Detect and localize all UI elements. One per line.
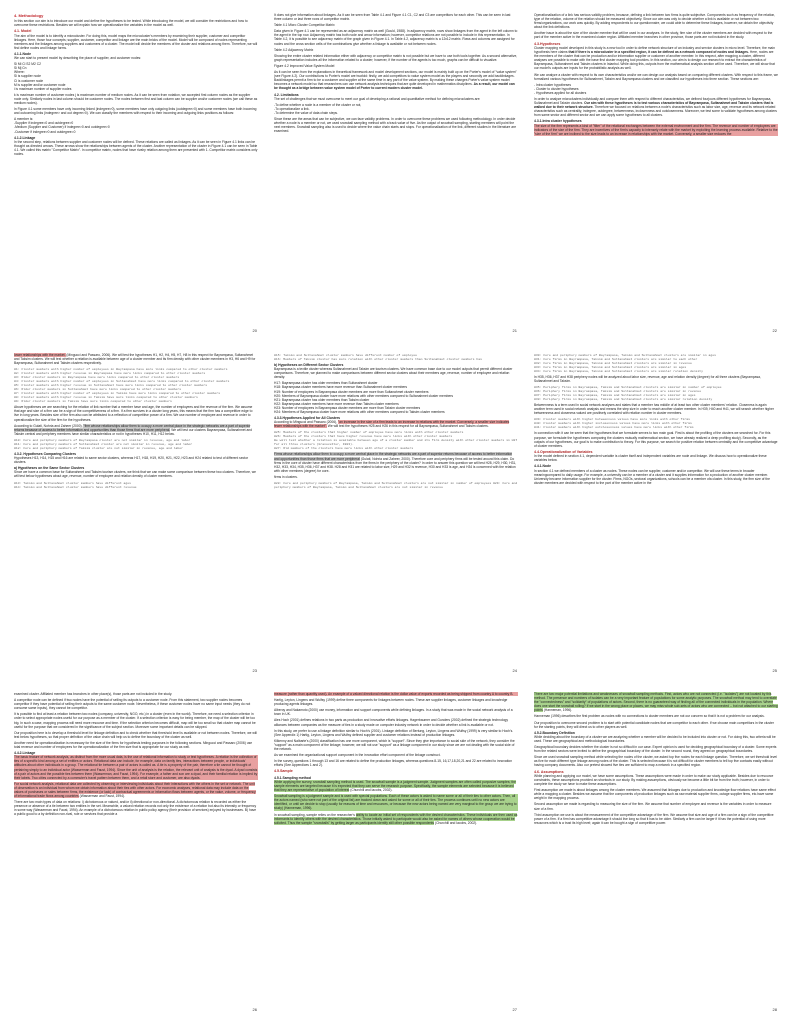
paragraph: Hartig, Leyton, Lingens and Wulfsy (1999) define three components for linkages between nodes. These are supplier linkages, customer linkages and knowledge producing agents linkages.: [274, 698, 508, 707]
page-27: [267, 684, 525, 1018]
subsection-heading: 4.2. Limitations: [274, 92, 299, 97]
challenge-list: -To define whether a node is a member of the cluster or not, -To operationalize a link. -To determine the value of data chain steps.: [274, 102, 362, 115]
paragraph: Kilkenny and Nalbarte's (2000) classification has one more component, which is "support". Since they give importance to social side of the network, they consider the "support" as a main component of the linkage; however, we will not use "support" as a linkage component in our study since we are not dealing with the social side of the network.: [274, 738, 515, 752]
paragraph: Betweenness is a term used in social network analyses and states that a member has middle of at least two other cluster members' relation. Closeness is again another term used in social network analysis and means the step size in order to reach another cluster member. In H39, H40 and H41, we will search whether higher betweenness and closeness valued are positively correlated with relation number in cluster members.: [534, 403, 774, 416]
page-number: 21: [512, 327, 517, 333]
page-content: [534, 353, 778, 663]
paragraph: Alberoy and Nakamoto (2000) use money, information and support components while defining linkages. In a study that was made in the social network analysis of a town in UK.: [274, 708, 513, 717]
paragraph: Our proposition to overcome second problem is to start with potential candidate nodes that are competitor to each other. If we choose main competitors in the cluster for the starting points, they will direct us to other players as well.: [534, 720, 774, 729]
paragraph: Firms whose relationships allow them to occupy a more central place in the strategic networks are a part of superior returns because of access to better information and opportunities than those firms that are more peripheral (Gulati, Nohria and Zaheer, 2000). Therefore core and periphery firms will be tested around this claim. Do firms in the core of cluster have different characteristics from the firms in the periphery of the cluster? In order to answer this question we will test H28, H29, H30, H31, H32, H33, H34, H35, H36, H37 and H38. H28 and H31 are related to labor size, H29 and H32 is revenue, H30 and H33 is age, and H34 is concerned with the relation with other members (degree) for core-: [274, 452, 517, 473]
page-number: 28: [772, 1006, 777, 1012]
paragraph: In the model defined in section 4.1, dependent variable is cluster itself and independent variables are node and linkage. We discuss how to operationalize these variables below.: [534, 454, 767, 463]
hypotheses-list: H1: Cluster members with higher number of employees in Bayrampasa have more links compared to other cluster members H2: Cluster members with higher revenue in Bayrampasa have more links compared to other cluster members H3: Older cluster members in Bayrampasa have more links compared to other cluster members H4: Cluster members with higher number of employees in Sultanahmet have more links compared to other cluster members H5: Cluster members with higher revenue in Sultanahmet have more links compared to other cluster members H6: Older cluster members in Sultanahmet have more links compared to other cluster members H7: Cluster members with higher number of employees in Taksim have more links compared to other cluster members H8: Cluster members with higher revenue in Taksim have more links compared to other cluster members H9: Older cluster members in Taksim have more links compared to other cluster members: [14, 367, 230, 404]
paragraph: While planning and applying our model, we have some assumptions. These assumptions were made in order to make our study applicable. Besides due to resource constraints, these assumptions provided an shortcuts in our study. By making assumptions, obviously we became a little bit far from the truth; however, in order to complete the study we have to make these assumptions.: [534, 773, 774, 787]
paragraph: In snowball sampling, sample relies on the researcher's ability to locate an initial set of respondents with the desired characteristics. These individuals are then used as informants to identify others with the desired characteristics. Those initially asked to participate would also be asked for names of others whose cooperation would be solicited. Thus the sample "snowballs" by getting larger as participants identify still other possible respondents (Churchill and Iacobs, 2002).: [274, 812, 518, 825]
paragraph: Second assumption we made is regarding to measuring the size of the firm. We assume that number of employee and revenue is the variables in order to measure size of a firm.: [534, 802, 772, 811]
paragraph: We can start to present model by describing the place of supplier, and customer nodes:: [14, 56, 142, 61]
page-content: [14, 692, 258, 1002]
paragraph: Ales Hoch (2001) defines relations in two parts as production and innovative efforts linkages. Hagerbaumer and Gunders (2002) defined the strategic technology alliances between companies as the measure of ties in a study made on computer industry network in order to decide whether a link is available or not.: [274, 718, 508, 727]
paragraph: In order to analyze microclusters individually and compare them with respect to different characteristics, we defined fourjours different hypotheses for Bayrampasa, Sultanahmet and Taksim clusters. Our aim with these hypotheses is to test various characteristics of Bayrampasa, Sultanahmet and Taksim clusters that is walked due to their network structure. Therefore we focused on relations between a node's characteristics such as labor size, age, revenue and its network related characteristics such as centrality, indegree, outdegree, betweenness, inclosenness and outclosenness. Moreover, we test some to validate hypotheses among clusters from same sector and different sector and we can apply some hypotheses to all clusters.: [534, 97, 777, 118]
page-content: [534, 692, 778, 1002]
paragraph: Hanneman (1996) describes the first problem as nodes with no connections to cluster members are not our concern so that it is not a problem for our analysis.: [534, 714, 765, 719]
hypotheses-list: H13: Taksim and Sultanahmet cluster members have different ages H14: Taksim and Sultanahmet cluster members have different revenue: [14, 480, 137, 489]
subsubsection-heading: 4.3.1.Intra cluster hypotheses: [534, 119, 582, 124]
hypotheses-sections-list: - Intra cluster hypotheses - Cluster to cluster hypotheses - Hypotheses applied for all clusters: [534, 82, 587, 95]
paragraph: While applying the survey, snowball sampling method is used. The snowball sample is a judgment sample. Judgment samples are often called purposive samples; the sample elements are targeted because it is expected that they can serve the research purpose. Specifically, the sample elements are selected because it is believed that they are representative of population of interest (Churchill and Iacobs, 2002).: [274, 779, 516, 793]
paragraph: According to Mingucci and Passaro (2006), "an increase in the size of a firm leads to an increase in relations with the market. Conversely, a smaller size indicates fewer relationships with the market". We will test the hypotheses H25 and H26 in this respect for all Bayrampasa, Sultanahmet and Taksim clusters.: [274, 420, 510, 429]
paragraph: Another need for operationalization is necessary for the size of the firms for hypothesis testing purposes in the following sections. Mingucci and Passaro (2006) use total revenue and number of employees for the operationalization of the firm size that is appropriate for our study as well.: [14, 740, 253, 750]
page-number: 22: [772, 327, 777, 333]
hypotheses-list: H39: Cluster members with higher betweenness values have more links with other firms H40: Cluster members with higher inclosenness values have more links with other firms H41: Cluster members with higher outclosenness values have more links with other firms: [534, 417, 694, 430]
paragraph: There are two main types of data on relations: i) dichotomous or valued, and/or ii) directional or non-directional. A dichotomous relation is recorded as either the presence or absence of a tie between two entities in the set. Meanwhile, a valued relation records not only the existence of a relation but also its intensity or frequency in some way (Wasserman and Faust, 1994). An example of a dichotomous relation in public policy agency (their provision of services) enjoyed by businesses. B) have a public good to a by definition non-rival, rule or services that provide a: [14, 800, 257, 817]
paragraph: According to Gulati, Nohria and Zaheer (2000), "firm whose relationships allow them to occupy a more central place in the strategic networks are a part of superior returns because of access to better information and opportunities than those firms that are more peripheral. We will test our clusters Bayrampasa, Sultanahmet and Taksim central and periphery members have similar characteristics or not in hypotheses H10, H11, H12 below.: [14, 423, 252, 436]
paragraph: As we examined the organizational support component in the innovation effort component of the linkage construct.: [274, 753, 441, 758]
paragraph: While deciding about the boundary of a cluster we are analyzing whether a member will be decided to be included into cluster or not. For doing this, two criteria will be used. These are geographical and methodological boundaries.: [534, 734, 776, 743]
paragraph: examined cluster. Affiliated member has branches in other place(s), those parts are not included in the study.: [14, 692, 173, 696]
page-number: 27: [512, 1006, 517, 1012]
page-number: 26: [252, 1006, 257, 1012]
paragraph: The set of challenges that we must overcome to meet our goal of developing a rational and quantitative method for defining microclusters are:: [274, 96, 481, 101]
paragraph: As it can be seen from the explanations in theoretical framework and model development sections, our model is mainly built up on the Porter's model of "value system" (see Figure 4.2). Our contributions to Porter's model are twofold: firstly, we add competitors to value system model as the players and secondly we add backlinkages. Backlinkages permit a firm to be a customer and supplier at the same time in any part of the value system. By making these changes Porter's value system model becomes a network model so that researchers can use network analysis techniques that are quite developed in mathematics disciplines. As a result, our model can be thought as a bridge between value system model of Porter to current modern cluster model.: [274, 70, 517, 91]
page-content: [14, 353, 258, 663]
page-28: [527, 684, 785, 1018]
page-content: [274, 13, 518, 323]
page-25: [527, 345, 785, 679]
paragraph: In section 4.1 we defined members of a cluster as nodes. These nodes can be supplier, customer and/or competitor. We will use these terms in broader meaningcompared to daily usage. For example, a university can be a member of a cluster and it supplies information for a production of another cluster member. University become information supplier for the cluster. Firms, NGOs, sectoral organizations, schools can be a member ofa cluster. In this study, the firm size of the cluster members are decided with respect to the part of the member active in the: [534, 468, 770, 485]
subsubsection-heading: 4.4.2.Linkage: [14, 751, 36, 756]
paragraph: A competitor node can be defined if two nodes have the potential of selling its outputs to a customer node. From this statement, two supplier nodes becomes competitor if they have potential of selling their outputs to the same customer node. Nevertheless, if these customer nodes have no same input needs (they do not consume same inputs), they cannot be competitor.: [14, 698, 251, 711]
hypotheses-list: H25: Members of the clusters that higher number of employee have more links with other cluster members H26: Members of the clusters that have higher revenue have more links with other cluster members We will test whether a relation is available between age of a cluster member and its firm density with other cluster members in H27 for all three clusters (Granovetter, 1983). H27: Old members of the clusters have more links with other cluster members: [274, 430, 518, 451]
paragraph: Hypotheses H13, H14, H15 and H16 are related to same sector clusters, whereas H17, H18, H19, H20, H21, H22, H23 and H24 related to test of different sector clusters.: [14, 456, 249, 465]
subsection-heading: 4.5.Sample: [274, 769, 293, 774]
subsubsection-heading: 4.1.2.Linkage: [14, 135, 36, 140]
subsection-heading: 4.6. Assumptions: [534, 769, 564, 774]
subsubsection-heading: 4.5.1.Sampling method: [274, 775, 311, 780]
table-caption: Table 4.1 Micro Cluster Competitor Matrix: [274, 23, 335, 28]
highlighted-passage: The size of the firm represents a kind of "filter" of the relational exchanges between the external environment and the firm. The revenue and number of employees are indicators of the size of the firm. They are incentives of the firm's capacity to intensely relate with the market by exploiting the learning process available. Relative to the "size of the firm" we are inclined to the size leads to an increase in relationships with the market. Conversely, a smaller size reduces the: [534, 123, 778, 136]
page-23: [7, 345, 265, 679]
page-26: [7, 684, 265, 1018]
paragraph: Another issue is about the size of the cluster member that will be used in our analyses. In the study, firm size of the cluster members are decided with respect to the part of the member active in the examined cluster region. Affiliated member branches in other province, those parts are not included in the study.: [534, 31, 773, 40]
paragraph: In Figure 4.1 some members have only incoming linked (indegree>0), some members have only outgoing links (outdegree>0) and some members have both incoming and outcoming links (indegree> and out degree>0). We can classify the members with respect to their incoming and outgoing links positions as follows:: [14, 107, 257, 116]
subsubsection-heading: b) Hypotheses on Different Sector Clusters: [274, 363, 344, 367]
paragraph: In this section our aim is to introduce our model and define the hypotheses to be tested. While introducing the model, we will consider the restrictions and how to overcome these restrictions. Besides we will explain how we operationalize the variables in the model as well.: [14, 19, 248, 28]
hypotheses-list: H15: Taksim and Sultanahmet cluster members have different number of employee H16: Members of Taksim cluster has more relation with other cluster members than Sultanahmet cluster members has: [274, 353, 482, 361]
paragraph: Since we used snowball sampling method while selecting the nodes of the cluster, we asked top five nodes for each linkage question. Therefore, we set threshold level as five for each different type linkage among nodes of the cluster. This is selected because it is not difficult for cluster members to tell top five contacts easily without having company documents. Also our pretest showed five ties are sufficient to map a network in a specified region.: [534, 755, 777, 768]
table-caption: Table 4.2 Adjacency Matrix: [274, 47, 314, 52]
paragraph: Since we have a common base for Sultanahmet and Taksim tourism clusters, we think that we can make some comparison between these two clusters. Therefore, we will test below hypotheses about age, revenue, number of employee and relation density of cluster members.: [14, 470, 256, 479]
page-content: [534, 13, 778, 323]
hypotheses-list: H30: Core and periphery members of Bayrampasa, Taksim and Sultanahmet clusters are similar in ages H31: Core firms in Bayrampasa, Taksim and Sultanahmet clusters are similar to each other H32: Core firms in Bayrampasa, Taksim and Sultanahmet clusters are similar in revenue H33: Core firms in Bayrampasa, Taksim and Sultanahmet clusters are similar in ages H34: Core firms in Bayrampasa, Taksim and Sultanahmet clusters are similar relation density: [534, 353, 716, 373]
paragraph: There are two major potential limitations and weaknesses of snowball sampling methods. First, actors who are not connected (i.e. "isolates") are not located by this method. The presence and numbers of isolates can be a very important feature of populations for some analytic purposes. The snowball method may tend to overstate the "connectedness" and "solidarity" of populations of actors. Second, there is no guaranteed way of finding all of the connected individuals in the population. Where does one start the snowball rolling? If we start in the wrong place or places, we may miss whole sub-sets of actors who are connected -- but not attached to our starting points (Hanneman, 1996).: [534, 692, 778, 713]
paragraph: Third assumption we use is about the measurement of the competitive advantage of the firm. We assume that size and age of a firm can be a sign of the competitive power of a firm. If a firm has competitive advantage it should live long so that it has to be older. Similarly a firm can be larger if it has the potential of using more resources which is a trust its high level; again it can be bought a sign of competitive power.: [534, 812, 774, 825]
paragraph: Operationalization of a link has serious validity problem, because, defining a link between two firms is quite subjective. Components such as frequency of the relation, type of the relation, volume of the relation should be measured objectively. Since our aim was only to decide whether a link is available or not between two firms/organizations, our work was quickly. By adding respondents to our questionnaire, we could able to determine these linkages, however, we obtain the objectivity about the link definitions.: [534, 13, 776, 30]
paragraph: We can analyze a cluster with respect to its own characteristics and/or we can design our analysis based on comparing different clusters. With respect to this frame, we formalized various hypotheses for Sultanahmet, Taksim and Bayrampasa clusters and we classified our hypotheses into three section. These sections are:: [534, 72, 778, 81]
page-number: 20: [252, 327, 257, 333]
paragraph: Above hypotheses we are searching for the relation of link number that a member have and age, the number of employees and the revenue of the firm. We assume that age and size of a firm can be a sign of the competitiveness of a firm. If a firm survives in a cluster long years, this means that the firm has a competitive edge to live in long years. Besides size of the firm also can be attributed to a reflection of competitive power of a firm. We use number of employee and revenue in order to operationalize the size of the firm for the hypotheses.: [14, 405, 253, 422]
subsubsection-heading: a) Hypotheses on the Same Sector Clusters: [14, 466, 85, 471]
paragraph: The aim of the model is to identify a microcluster. For doing this, model maps the microcluster's members by examining their supplier, customer and competitor linkages. Here, those four concepts; supplier, customer, competitor and linkage are the main bricks of the model. Model will be composed of nodes representing members and the linkages among suppliers and customers of a cluster. The model will decide the members of the cluster and relations among them. Therefore, we will find define nodes and linkage forms.: [14, 33, 258, 50]
notation-list: Si Mi Ci S2 M2 C2 Si Mj Cn Where: Si is supplier node Ci is customer node M is supplier and/or customer node i is maximum number of supplier nodes: [14, 62, 72, 91]
paragraph: Bayrampasa is a textile cluster whereas Sultanahmet and Taksim are tourism clusters. We have common base due to our model outputs that permit different cluster comparisons. Therefore, we planned to make comparisons between different sector clusters about their members age, revenue, number of employee and relation density.: [274, 367, 513, 380]
hypotheses-list: H35: Periphery firms in Bayrampasa, Taksim and Sultanahmet clusters are similar in number of employee H36: Periphery firms in Bayrampasa, Taksim and Sultanahmet clusters are similar in revenue H37: Periphery firms in Bayrampasa, Taksim and Sultanahmet clusters are similar in ages H38: Periphery firms in Bayrampasa, Taksim and Sultanahmet clusters are similar relation density: [534, 385, 722, 402]
subsubsection-heading: 4.4.1.Node: [534, 464, 551, 469]
subsubsection-heading: 4.3.2. Hypotheses Comparing Clusters: [14, 451, 76, 456]
paragraph: Geographical boundary decides whether the cluster is not so difficult in our case. Expert opinion is used for deciding geographical boundary of a cluster. Some experts from the related sectors were invited to define the geographical boundary of the cluster. In the second round, they agreed on geographical boundaries.: [534, 745, 777, 754]
paragraph: firms in clusters.: [274, 474, 298, 479]
paragraph: In the second step, relations between supplier and customer nodes will be defined. These relations are called as linkages. As it can be seen in Figure 4.1 links can be thought as directed arrows. These arrows show the relationships between agents of the cluster. Another representation of the cluster in Figure 4.1 can be seen in Table 4.1. We called this matrix "Competitor Matrix". In competitor matrix, nodes that have rivalry relation among them are presented with 1. Competitor matrix considers only nodes.: [14, 139, 258, 157]
paragraph: Since these are the areas that can be subjective, we can face validity problems. In order to overcome these problems we used following methodology. In order decide whether a node is a member or not, we used snowball sampling method with a track value of five. As the output of snowball sampling, starting members will point the next members. Snowball sampling also is used to decide where the value chain starts and stops. For operationalization of the link, different studies in the literature are examined.: [274, 116, 517, 134]
paragraph: It does not give information about linkages. As it can be seen from Table 4.1 and Figure 4.1 C1, C2 and C3 are competitors for each other. This can be seen in last three column or last three rows of competitor matrix.: [274, 13, 511, 22]
page-content: [274, 353, 518, 663]
paragraph: In the survey, questions 1 through 13 and 16 are related to define the production linkages, whereas questions 8-15, 16,17,18,20,21 and 22 are related to innovation efforts (See Appendices 1 and 2).: [274, 759, 513, 768]
subsubsection-heading: 4.1.1.Node: [14, 51, 31, 56]
hypotheses-list: H28: Core and periphery members of Bayrampasa, Taksim and Sultanahmet clusters are not similar in number of employees H29: Core and periphery members of Bayrampasa, Taksim and Sultanahmet clusters are not similar in revenue: [274, 480, 520, 489]
paragraph: First assumption we made is about linkages among the cluster members. We assumed that linkages due to production and knowledge flow relations have same effect while a mapping a cluster. Besides we assume that the components of production linkages such as raw material supplier firms, outage supplier firms, etc.have same weight in the mapping process.: [534, 788, 776, 801]
paragraph: For social network analysis, relational data are collected by observing or interviewing individuals about their interactions with the others in the set or network. The unit of observation is an individual from whom we obtain information about their ties with other actors. For economic analyses, relational data may include data on the values of purchases or sales between firms, the existence (or lack) of contractual agreements or information flows between agents, or the value, volume, or frequency of informational trade flows among countries (Wasserman and Faust, 1994).: [14, 781, 256, 799]
paragraph: lower relationships with the market. (Mingucci and Passaro, 2006). We will test the hypotheses H1, H2, H4, H5, H7, H8 in this respect for Bayrampasa, Sultanahmet and Taksim clusters. We will test whether a relation is available between age of a cluster member and its firm density with other cluster members in H3, H6 and H9 for Bayrampasa, Sultanahmet and Taksim clusters respectively.: [14, 353, 256, 366]
page-24: [267, 345, 525, 679]
page-number: 24: [512, 667, 517, 673]
page-21: [267, 5, 525, 339]
page-content: [274, 692, 518, 1002]
highlighted-passage: Snowball sampling is a judgment sample and is used with special populations. Each of these actors is asked to name some or all of their ties to other actors. Then, all the actors named (who were not part of the original list) are tracked down and asked for some or all of their ties. The process continues until no new actors are identified, or until we decide to stop (usually for reasons of time and resources, or because the new actors being named are very marginal to the group we are trying to study) (Hanneman, 1996).: [274, 794, 517, 811]
paragraph: Data given in Figure 4.1 can be represented as an adjacency matrix as well (Gould, 1988). In adjacency matrix, rows show linkages from the agent in the left column to the agent in the top row. Adjacency matrix has both node and arrow information; however, competitor relations are not possible to include in this representation. In Table 4.2, it is possible to see adjacency matrix of the graph given in Figure 4.1. In Table 4.2, adjacency matrix is a 12x12 matrix. Rows and columns are assigned for nodes and the cross section cells of the combinations give whether a linkage is available or not between nodes.: [274, 29, 518, 46]
paragraph: In connection with it can be seen that the hypotheses that we formulate serves to two main goal. First is about the profiling of the clusters we searched for. For this purpose, we formulate the hypotheses comparing the clusters mutually mathematical section, we have already realized a deep profiling study). Secondly, as the outputs of our hypotheses, our goal is to make contribution to theory. For this purpose, we search for positive relation between centrality and the competitive advantage of cluster members.: [534, 431, 778, 448]
highlighted-passage: The basic feature of network analysis, as distinct from the more usual data, is the use of relational information to study or test hypotheses. A relation is the collection of ties of a specific kind among a set of entities or actors. Relational data can include, for example, data on family ties, interactions between people, or individuals' attitudes about other individuals in a group. The relational tie between a pair of actors is called as. A tie is a property of the pair, therefore a tie cannot be thought of pertaining simply to an individual actor (Wasserman and Faust, 1994). Since the unit of analysis is the relation, the relevant unit of analysis is the dyad. A dyad consists of a pair of actors and the possible ties between them (Wasserman, and Faust, 1994). For example, a father and son are a dyad, and their familial relation is implied by their labels. Two cities connected by a commuter's travel pattern between them, and a retail store and customer, are also dyads.: [14, 755, 258, 780]
member-list: A member is: -Supplier if indegree=0 and outdegree>0 -Medium (Supplier and Customer) if indegree>0 and outdegree>0 -Customer if indegree>0 and outdegree=0: [14, 117, 110, 134]
paragraph: Showing the entire cluster related information either with adjacency or competitor matrix is not possible but we have to use both tools together. As a second alternative, graph representation includes all the information related to a cluster; however, if the number of the agents is too much, graphs can be difficult to visualize.: [274, 53, 518, 62]
subsubsection-heading: 4.5.2.Boundary Definition: [534, 730, 575, 735]
paragraph: In this study, we prefer to use a linkage definition similar to Hoch's (2001). Linkage definition of Bertung, Leyton, Lingens and Wulfsy (1999) is very similar to Hoch's. (See Appendix 1) Hartig, Leyton, Lingens and Wulfsy defined supplier and customer relations instead of production linkages.: [274, 728, 514, 737]
subsection-heading: 4.3.Hypotheses: [534, 41, 561, 46]
paragraph: Cluster mapping model developed in this study is a new tool in order to define network structure of an industry and service clusters in micro level. Therefore, the main hypothesis here claims that if there is a microcluster in a specified region, it can be defined as a network composed of nodes and linkages. Here, nodes are the members of the cluster that can be production and/or information supplier or customer of another member. In this respect, after mapping a cluster, different analyses are possible to make with the base first cluster mapping tool provides. In this section, our aim is to design our research to extract the characteristics of Bayrampasa, Sultanahmet and Taksim clusters in Istanbul. While doing this, outputs from the mathematical analysis section will be used. Therefore, we will show that our model's outputs are inputs for the probabilistic analysis as well.: [534, 45, 775, 71]
page-22: [527, 5, 785, 339]
page-number: 23: [252, 667, 257, 673]
highlighted-passage: measure (rather than quantity used). An example of a valued directional relation is the dollar value of exports recorded as being shipped from country A to country B.: [274, 692, 518, 696]
figure-caption: Figure 4.2 Improved Value System Model: [274, 63, 335, 68]
subsection-heading: 4.1. Model: [14, 29, 32, 34]
page-20: [7, 5, 265, 339]
paragraph: Our proposition here is to develop a threshold level for linkage definition and to check whether that threshold level is available or not between nodes. Therefore, we will test below hypotheses, so that proper definition of the value chain will help us to define the boundary of the cluster as well.: [14, 730, 257, 739]
paragraph: k is maximum number of customer nodes j is maximum number of medium nodes. As it can be seen from notation, we accepted first column nodes as the supplier node only. Similarly nodes in last column should be customer nodes. The nodes between first and last column can be supplier and/or customer nodes (we call these as medium nodes).: [14, 92, 258, 105]
paragraph: In H35, H36, H37 and H38 periphery nodes will be analyzed about labor size, revenue, age and relation density (degree) for all three clusters (Bayrampasa, Sultanahmet and Taksim.: [534, 375, 761, 384]
paragraph: It is possible to find at least a relation between two nodes (company, university, NGO, etc.) in a cluster (even in the world). Therefore, we need a selection criterion in order to select appropriate nodes useful for our purpose as a member of the cluster. If a selection criterion is easy for being member, the map of the cluster will be too big. In such a case, mapping process will need more resource and time. If the selection criterion becomes difficult, map will be too small so that cluster map cannot be useful for the purpose that we considered in the significance of the subject section. Moreover some important details can be skipped.: [14, 712, 256, 729]
hypotheses-list: H17: Bayrampasa cluster has older members than Sultanahmet cluster H18: Bayrampasa cluster members have more revenue than Sultanahmet cluster members H19: Number of employees in Bayrampasa cluster members are more than Sultanahmet cluster members H20: Members of Bayrampasa cluster have more relations with other members compared to Sultanahmet cluster members H21: Bayrampasa cluster has older members than Taksim cluster H22: Bayrampasa cluster members have more revenue than Taksim cluster members H23: Number of employees in Bayrampasa cluster members are more than Taksim cluster members H24: Members of Bayrampasa cluster have more relations with other members compared to Taksim cluster members: [274, 381, 454, 415]
page-number: 25: [772, 667, 777, 673]
subsubsection-heading: 4.3.3.Hypotheses Applied for All Clusters: [274, 416, 341, 421]
subsection-heading: 4.4.Operationalization of Variables: [534, 449, 593, 454]
section-heading: 4. Methodology: [14, 13, 44, 18]
hypotheses-list: H10: Core and periphery members of Bayrampasa cluster are not similar in revenue, age and labor H11: Core and periphery members of Sultanahmet cluster are not similar in revenue, age and labor H12: Core and periphery members of Taksim cluster are not similar in revenue, age and labor: [14, 437, 193, 450]
page-content: [14, 13, 258, 323]
